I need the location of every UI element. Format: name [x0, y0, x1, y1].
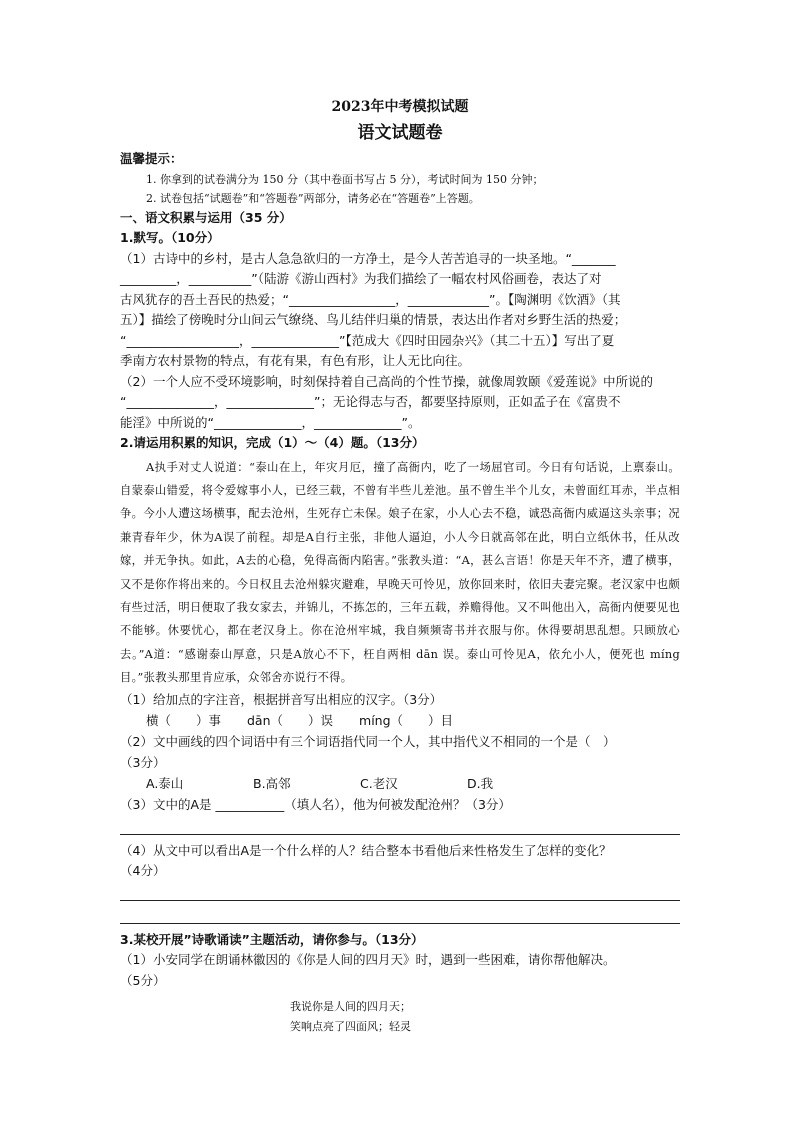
poem-excerpt	[120, 997, 680, 1037]
q2-sub4: （4）从文中可以看出A是一个什么样的人？结合整本书看他后来性格发生了怎样的变化？	[120, 842, 612, 858]
q2-sub1: （1）给加点的字注音，根据拼音写出相应的汉字。（3分）	[120, 691, 443, 707]
q1-line: _________，__________”（陆游《游山西村》为我们描绘了一幅农村风俗画卷，表达了对	[120, 271, 602, 286]
q1-title: 1.默写。（10分）	[120, 230, 220, 245]
q1-line: （1）古诗中的乡村，是古人急急欲归的一方净土，是今人苦苦追寻的一块圣地。“_______	[120, 250, 616, 266]
pinyin-item: 横（ ）事	[146, 713, 222, 729]
tip-item-1: 1. 你拿到的试卷满分为 150 分（其中卷面书写占 5 分），考试时间为 150 分钟；	[146, 172, 544, 186]
q1-line: 季南方农村景物的特点，有花有果，有色有形，让人无比向往。	[120, 353, 471, 368]
q1-line: 能淫》中所说的“______________，______________”。	[120, 414, 421, 430]
answer-line	[120, 818, 680, 835]
exam-page	[120, 96, 680, 1037]
pinyin-item: dān（ ）误	[247, 713, 334, 729]
option-c: C.老汉	[360, 776, 398, 792]
answer-line	[120, 907, 680, 924]
tips-label: 温馨提示：	[120, 151, 183, 166]
choice-options	[120, 773, 680, 795]
option-d: D.我	[467, 776, 494, 792]
q2-sub2-score: （3分）	[120, 754, 166, 770]
option-a: A.泰山	[146, 776, 184, 792]
poem-line: 我说你是人间的四月天；	[290, 1000, 411, 1014]
q3-sub1: （1）小安同学在朗诵林徽因的《你是人间的四月天》时，遇到一些困难，请你帮他解决。	[120, 952, 616, 968]
q1-line: “______________，______________”；无论得志与否，都要坚持原则，正如孟子在《富贵不	[120, 394, 621, 409]
exam-subject-title: 语文试题卷	[357, 123, 443, 143]
reading-passage: A执手对丈人说道：“泰山在上，年灾月厄，撞了高衙内，吃了一场屈官司。今日有句话说，上禀泰山。自蒙泰山错爱，将令爱嫁事小人，已经三载，不曾有半些儿差池。虽不曾生半个儿女，未曾面红耳赤，半点相争。今小人遭这场横事，配去沧州，生死存亡未保。娘子在家，小人心去不稳，诚恐高衙内威逼这头亲事；况兼青春年少，休为A误了前程。却是A自行主张，非他人逼迫，小人今日就高邻在此，明白立纸休书，任从改嫁，并无争执。如此，A去的心稳，免得高衙内陷害。”张教头道：“A，甚么言语！你是天年不齐，遭了横事，又不是你作将出来的。今日权且去沧州躲灾避难，早晚天可怜见，放你回来时，依旧夫妻完聚。老汉家中也颇有些过活，明日便取了我女家去，并锦儿，不拣怎的，三年五载，养赡得他。又不叫他出入，高衙内便要见也不能够。休要忧心，都在老汉身上。你在沧州牢城，我自频频寄书并衣服与你。休得要胡思乱想。只顾放心去。”A道：“感谢泰山厚意，只是A放心不下，枉自两相 dān 误。泰山可怜见A，依允小人，便死也 míng 目。”张教头那里肯应承，众邻舍亦说行不得。	[120, 460, 680, 685]
pinyin-row	[120, 710, 680, 732]
q2-sub2: （2）文中画线的四个词语中有三个词语指代同一个人，其中指代义不相同的一个是（ ）	[120, 734, 616, 750]
pinyin-item: míng（ ）目	[359, 713, 454, 729]
q2-sub4-score: （4分）	[120, 863, 166, 879]
section-heading: 一、语文积累与运用（35 分）	[120, 209, 292, 225]
q1-line: （2）一个人应不受环境影响，时刻保持着自己高尚的个性节操，就像周敦颐《爱莲说》中所说的	[120, 373, 653, 389]
poem-line: 笑响点亮了四面风；轻灵	[290, 1020, 411, 1034]
exam-year-title: 2023年中考模拟试题	[331, 99, 469, 115]
q1-line: “__________________，______________”【范成大《四时田园杂兴》（其二十五）】写出了夏	[120, 332, 615, 348]
q1-line: 五）】描绘了傍晚时分山间云气缭绕、鸟儿结伴归巢的情景，表达出作者对乡野生活的热爱；	[120, 312, 627, 327]
q1-line: 古风犹存的吾土吾民的热爱；“_________________，_____________”。【陶渊明《饮酒》（其	[120, 291, 621, 307]
option-b: B.高邻	[253, 776, 291, 792]
answer-line	[120, 884, 680, 901]
q2-title: 2.请运用积累的知识，完成（1）～（4）题。（13分）	[120, 435, 425, 450]
q2-sub3: （3）文中的A是 ___________（填人名），他为何被发配沧州？（3分）	[120, 797, 511, 813]
q3-sub1-score: （5分）	[120, 972, 166, 988]
q3-title: 3.某校开展”诗歌诵读”主题活动，请你参与。（13分）	[120, 931, 424, 947]
tip-item-2: 2. 试卷包括“试题卷”和“答题卷”两部分，请务必在“答题卷”上答题。	[146, 191, 480, 205]
